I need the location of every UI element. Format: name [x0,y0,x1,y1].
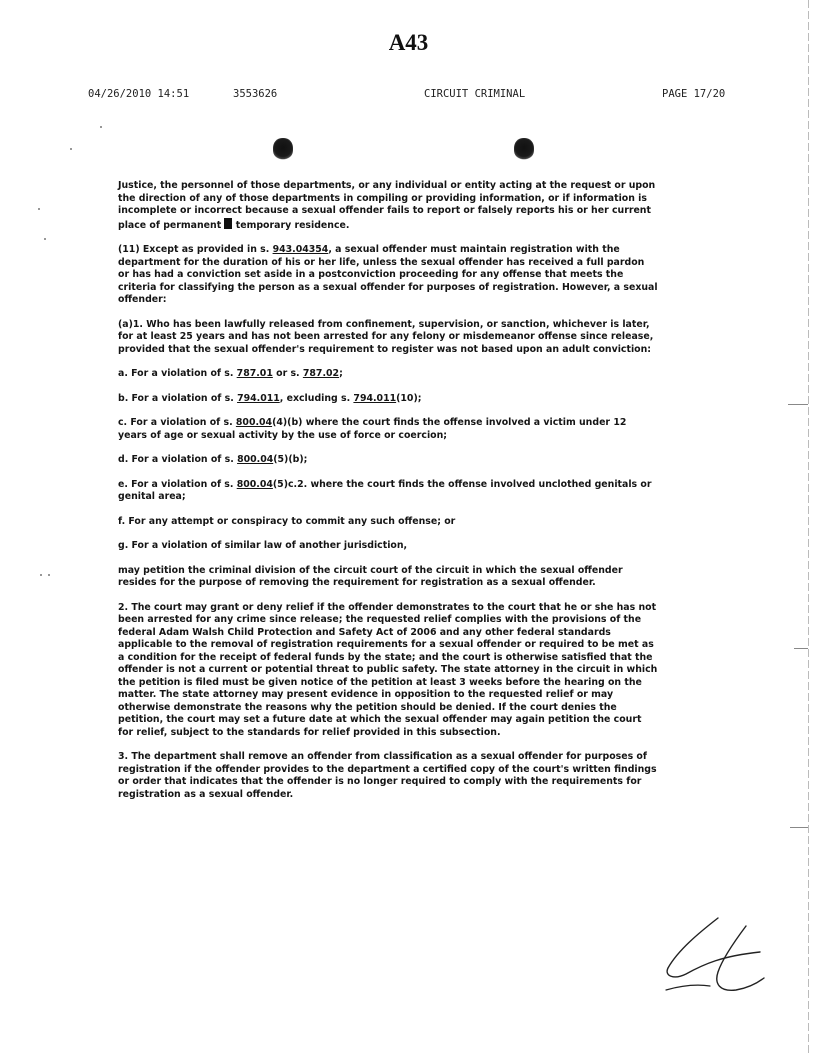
hole-punch-mark [514,138,534,160]
fax-header [88,88,750,102]
paragraph-3: 3. The department shall remove an offender from classification as a sexual offender for purposes of registration if the offender provides to the department a certified copy of the court's written findings or order that indicates that the offender is no longer required to comply with the requirements for registration as a sexual offender. [118,751,657,800]
statute-link[interactable]: 800.04 [237,454,274,465]
scan-tick [788,404,808,405]
statute-link[interactable]: 794.011 [237,392,280,404]
scan-tick [794,648,808,649]
subsection-11: (11) Except as provided in s. 943.04354, a sexual offender must maintain registration with the department for the duration of his or her life, unless the sexual offender has received a full pardon or has had a conviction set aside in a postconviction proceeding for any offense that meets the criteria for classifying the person as a sexual offender for purposes of registration. However, a sexual offender: [118,244,658,305]
scan-tick [790,827,808,828]
item-e: e. For a violation of s. 800.04(5)c.2. where the court finds the offense involved unclothed genitals or genital area; [118,478,652,502]
scan-speck [38,208,40,210]
paragraph-continuation: Justice, the personnel of those departments, or any individual or entity acting at the request or upon the direction of any of those departments in compiling or providing information, or if information is incomplete or incorrect because a sexual offender fails to report or falsely reports his or her current place of permanent temporary residence. [118,180,656,231]
statute-link[interactable]: 794.011 [353,392,397,404]
fax-date-time: 04/26/2010 14:51 [88,88,190,100]
item-g: g. For a violation of similar law of another jurisdiction, [118,540,408,551]
statute-link[interactable]: 787.02 [302,368,340,379]
statute-link[interactable]: 800.04 [235,417,273,428]
fax-department: CIRCUIT CRIMINAL [424,88,526,100]
paragraph-2: 2. The court may grant or deny relief if the offender demonstrates to the court that he or she has not been arrested for any crime since release; the requested relief complies with the provisions of the federal Adam Walsh Child Protection and Safety Act of 2006 and any other federal standards applicable to the removal of registration requirements for a sexual offender or required to be met as a condition for the receipt of federal funds by the state; and the court is otherwise satisfied that the offender is not a current or potential threat to public safety. The state attorney in the circuit in which the petition is filed must be given notice of the petition at least 3 weeks before the hearing on the matter. The state attorney may present evidence in opposition to the requested relief or may otherwise demonstrate the reasons why the petition should be denied. If the court denies the petition, the court may set a future date at which the sexual offender may again petition the court for relief, subject to the standards for relief provided in this subsection. [118,601,658,738]
item-f: f. For any attempt or conspiracy to commit any such offense; or [118,515,456,527]
scan-speck [44,238,46,240]
signature-mark [660,912,770,996]
paragraph-a1: (a)1. Who has been lawfully released from confinement, supervision, or sanction, whichever is later, for at least 25 years and has not been arrested for any felony or misdemeanor offense since release, provided that the sexual offender's requirement to register was not based upon an adult conviction: [118,318,654,355]
scan-speck [48,574,50,576]
statute-link[interactable]: 943.04354 [272,244,329,255]
scan-speck [100,126,102,128]
item-a: a. For a violation of s. 787.01 or s. 787.02; [118,368,343,379]
fax-page-count: PAGE 17/20 [662,88,726,100]
fax-number: 3553626 [233,88,278,100]
item-b: b. For a violation of s. 794.011, excluding s. 794.011(10); [118,392,422,404]
scan-edge-line [808,0,809,1056]
item-c: c. For a violation of s. 800.04(4)(b) where the court finds the offense involved a victim under 12 years of age or sexual activity by the use of force or coercion; [118,417,627,441]
hole-punch-mark [273,138,293,160]
statute-link[interactable]: 800.04 [236,478,273,490]
statute-text [118,180,658,813]
item-d: d. For a violation of s. 800.04(5)(b); [118,454,308,465]
scan-speck [40,574,42,576]
paragraph-petition: may petition the criminal division of the circuit court of the circuit in which the sexual offender resides for the purpose of removing the requirement for registration as a sexual offender. [118,564,623,588]
statute-link[interactable]: 787.01 [236,368,273,379]
page-identifier: A43 [388,30,429,55]
redaction-mark [224,218,232,229]
scan-speck [70,148,72,150]
